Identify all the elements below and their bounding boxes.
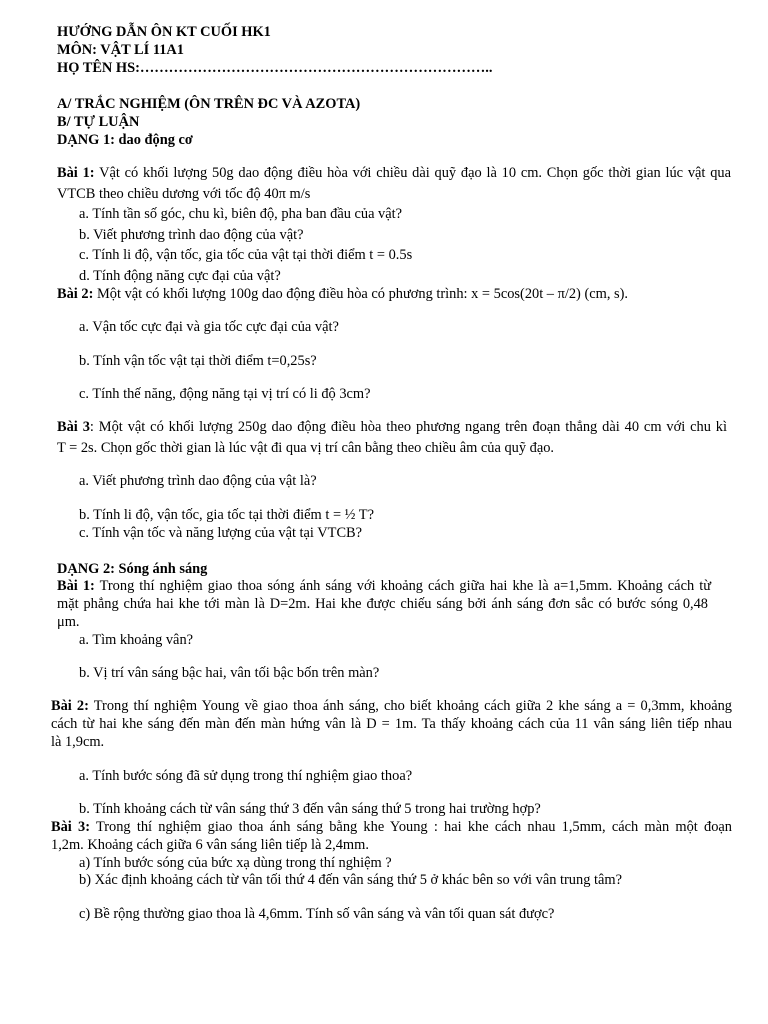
d1-bai1-text1: Vật có khối lượng 50g dao động điều hòa với chiều dài quỹ đạo là 10 cm. Chọn gốc thời gian lúc vật qua	[94, 165, 731, 181]
d1-bai2-a: a. Vận tốc cực đại và gia tốc cực đại của vật?	[79, 319, 339, 335]
section-essay: B/ TỰ LUẬN	[57, 114, 140, 130]
d2-bai2-line1	[51, 697, 732, 715]
d1-bai2-c: c. Tính thế năng, động năng tại vị trí có li độ 3cm?	[79, 386, 371, 402]
d1-bai2-line1	[57, 285, 628, 303]
d1-bai1-c: c. Tính li độ, vận tốc, gia tốc của vật tại thời điểm t = 0.5s	[79, 247, 413, 263]
d1-bai3-a: a. Viết phương trình dao động của vật là?	[79, 473, 317, 489]
d1-bai1-label: Bài 1:	[57, 165, 95, 181]
d2-bai2-text1: Trong thí nghiệm Young về giao thoa ánh sáng, cho biết khoảng cách giữa 2 khe sáng a = 0,3mm, khoảng	[88, 698, 732, 714]
d2-bai1-b: b. Vị trí vân sáng bậc hai, vân tối bậc bốn trên màn?	[79, 665, 380, 681]
d2-bai3-c: c) Bề rộng thường giao thoa là 4,6mm. Tính số vân sáng và vân tối quan sát được?	[79, 906, 555, 922]
d1-bai2-b: b. Tính vận tốc vật tại thời điểm t=0,25s?	[79, 353, 317, 369]
d2-bai2-label: Bài 2:	[51, 698, 89, 714]
d2-bai1-a: a. Tìm khoảng vân?	[79, 632, 194, 648]
d2-bai2-line2: cách từ hai khe sáng đến màn đến màn hứng vân là D = 1m. Ta thấy khoảng cách của 11 vân sáng liên tiếp nhau	[51, 716, 732, 732]
doc-subject: MÔN: VẬT LÍ 11A1	[57, 42, 184, 58]
d2-bai1-text1: Trong thí nghiệm giao thoa sóng ánh sáng với khoảng cách giữa hai khe là a=1,5mm. Khoảng cách từ	[94, 578, 711, 594]
doc-title: HƯỚNG DẪN ÔN KT CUỐI HK1	[57, 24, 271, 40]
d2-bai3-label: Bài 3:	[51, 819, 90, 835]
d2-bai1-label: Bài 1:	[57, 578, 95, 594]
d2-bai1-line3: μm.	[57, 614, 80, 630]
d1-bai2-label: Bài 2:	[57, 286, 94, 302]
d2-bai3-line1	[51, 818, 732, 836]
d2-bai2-a: a. Tính bước sóng đã sử dụng trong thí nghiệm giao thoa?	[79, 768, 413, 784]
d1-bai3-line1	[57, 418, 727, 436]
d2-bai3-b: b) Xác định khoảng cách từ vân tối thứ 4 đến vân sáng thứ 5 ở khác bên so với vân trung tâm?	[79, 872, 622, 888]
d2-bai1-line1	[57, 577, 711, 595]
d1-bai3-b: b. Tính li độ, vận tốc, gia tốc tại thời điểm t = ½ T?	[79, 507, 374, 523]
d1-bai1-line2: VTCB theo chiều dương với tốc độ 40π m/s	[57, 186, 311, 202]
dang1-heading: DẠNG 1: dao động cơ	[57, 132, 193, 148]
d2-bai1-line2: mặt phẳng chứa hai khe tới màn là D=2m. Hai khe được chiếu sáng bởi ánh sáng đơn sắc có bước sóng 0,48	[57, 596, 708, 612]
d1-bai1-b: b. Viết phương trình dao động của vật?	[79, 227, 304, 243]
d1-bai3-line2: T = 2s. Chọn gốc thời gian là lúc vật đi qua vị trí cân bằng theo chiều âm của quỹ đạo.	[57, 440, 555, 456]
section-multiple-choice: A/ TRẮC NGHIỆM (ÔN TRÊN ĐC VÀ AZOTA)	[57, 96, 361, 112]
d1-bai1-d: d. Tính động năng cực đại của vật?	[79, 268, 281, 284]
d2-bai2-b: b. Tính khoảng cách từ vân sáng thứ 3 đến vân sáng thứ 5 trong hai trường hợp?	[79, 801, 541, 817]
d2-bai3-line2: 1,2m. Khoảng cách giữa 6 vân sáng liên tiếp là 2,4mm.	[51, 837, 369, 853]
d2-bai3-a: a) Tính bước sóng của bức xạ dùng trong thí nghiệm ?	[79, 855, 392, 871]
d2-bai2-line3: là 1,9cm.	[51, 734, 105, 750]
dang2-heading: DẠNG 2: Sóng ánh sáng	[57, 561, 208, 577]
d2-bai3-text1: Trong thí nghiệm giao thoa ánh sáng bằng khe Young : hai khe cách nhau 1,5mm, cách màn một đoạn	[90, 819, 732, 835]
d1-bai3-c: c. Tính vận tốc và năng lượng của vật tại VTCB?	[79, 525, 363, 541]
d1-bai2-text1: Một vật có khối lượng 100g dao động điều hòa có phương trình: x = 5cos(20t – π/2) (cm, s).	[93, 286, 629, 302]
d1-bai3-text1: : Một vật có khối lượng 250g dao động điều hòa theo phương ngang trên đoạn thẳng dài 40 cm với chu kì	[89, 419, 728, 435]
d1-bai1-line1	[57, 164, 731, 182]
d1-bai3-label: Bài 3	[57, 419, 90, 435]
student-name-line: HỌ TÊN HS:………………………………………………………………..	[57, 60, 493, 76]
d1-bai1-a: a. Tính tần số góc, chu kì, biên độ, pha ban đầu của vật?	[79, 206, 403, 222]
